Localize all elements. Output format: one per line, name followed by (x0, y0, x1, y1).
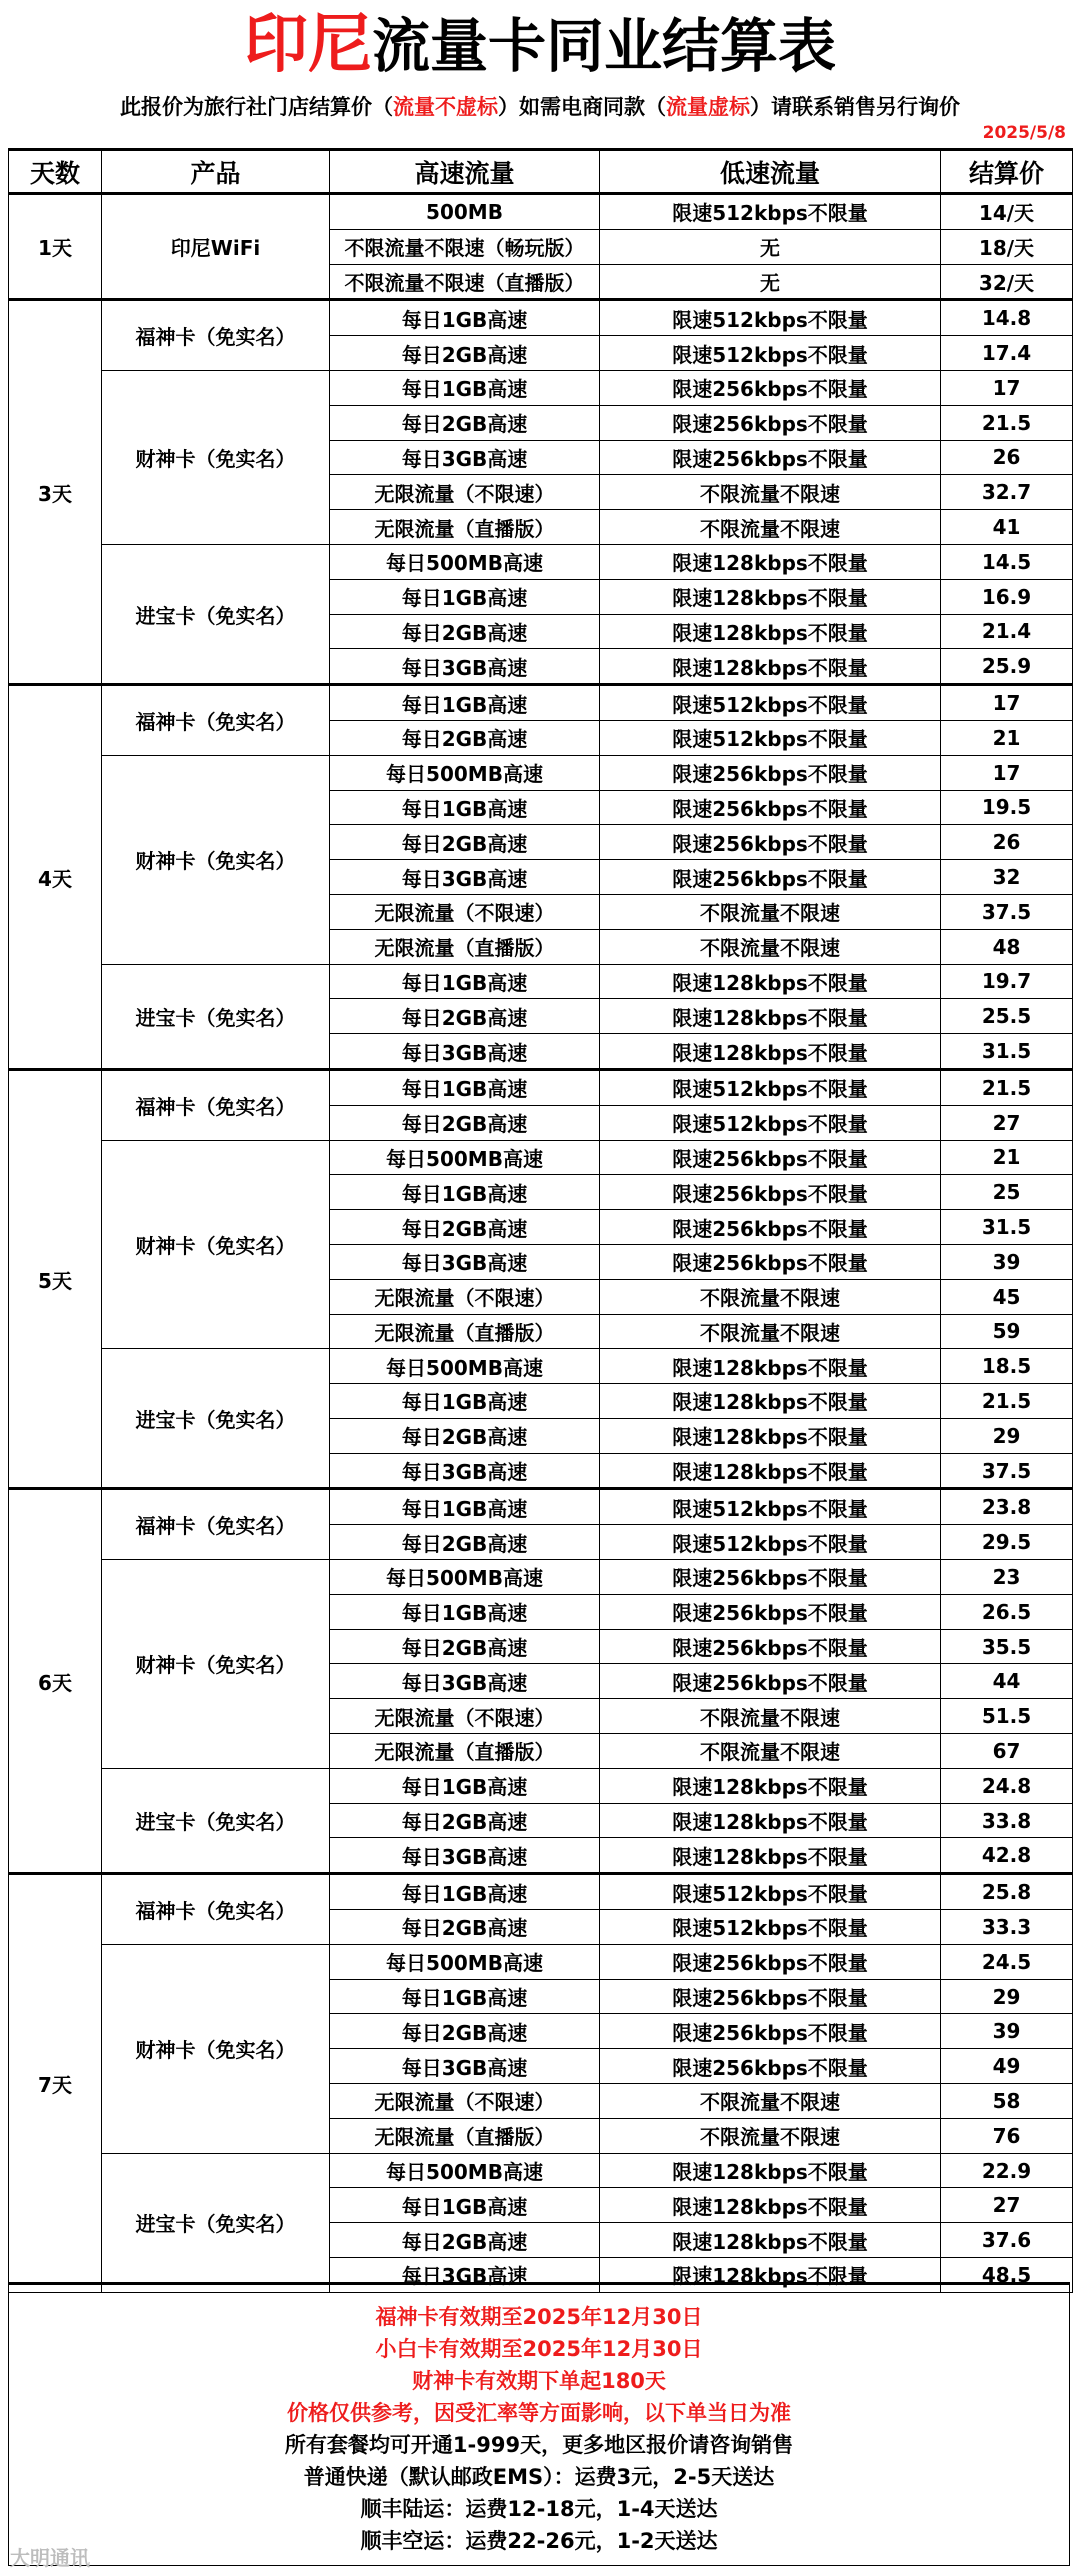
price-cell: 25.9 (941, 649, 1073, 685)
low-speed-cell: 不限流量不限速 (600, 2118, 941, 2153)
high-speed-cell: 每日2GB高速 (330, 825, 600, 860)
low-speed-cell: 限速128kbps不限量 (600, 2258, 941, 2293)
table-row (9, 1944, 1073, 1979)
low-speed-cell: 限速256kbps不限量 (600, 1979, 941, 2014)
high-speed-cell: 每日2GB高速 (330, 1418, 600, 1453)
low-speed-cell: 限速128kbps不限量 (600, 2153, 941, 2188)
low-speed-cell: 限速256kbps不限量 (600, 1175, 941, 1210)
price-cell: 21 (941, 720, 1073, 755)
high-speed-cell: 每日2GB高速 (330, 2223, 600, 2258)
low-speed-cell: 不限流量不限速 (600, 894, 941, 929)
high-speed-cell: 每日500MB高速 (330, 1349, 600, 1384)
high-speed-cell: 每日2GB高速 (330, 1910, 600, 1945)
price-cell: 26.5 (941, 1594, 1073, 1629)
low-speed-cell: 限速512kbps不限量 (600, 1910, 941, 1945)
price-cell: 48 (941, 929, 1073, 964)
price-cell: 14.8 (941, 300, 1073, 336)
product-cell: 印尼WiFi (102, 194, 330, 300)
high-speed-cell: 每日1GB高速 (330, 579, 600, 614)
high-speed-cell: 每日2GB高速 (330, 999, 600, 1034)
high-speed-cell: 每日3GB高速 (330, 2049, 600, 2084)
high-speed-cell: 每日1GB高速 (330, 2188, 600, 2223)
low-speed-cell: 限速256kbps不限量 (600, 1664, 941, 1699)
high-speed-cell: 无限流量（直播版） (330, 1314, 600, 1349)
price-cell: 42.8 (941, 1838, 1073, 1874)
product-cell: 进宝卡（免实名） (102, 1768, 330, 1873)
high-speed-cell: 无限流量（直播版） (330, 929, 600, 964)
high-speed-cell: 每日1GB高速 (330, 1069, 600, 1105)
price-cell: 31.5 (941, 1034, 1073, 1070)
price-cell: 25.8 (941, 1874, 1073, 1910)
high-speed-cell: 每日3GB高速 (330, 440, 600, 475)
subtitle-red2: 流量虚标 (666, 95, 750, 119)
price-cell: 23.8 (941, 1489, 1073, 1525)
low-speed-cell: 无 (600, 229, 941, 264)
price-cell: 49 (941, 2049, 1073, 2084)
high-speed-cell: 无限流量（不限速） (330, 1279, 600, 1314)
price-cell: 25.5 (941, 999, 1073, 1034)
table-row (9, 370, 1073, 405)
low-speed-cell: 限速128kbps不限量 (600, 544, 941, 579)
high-speed-cell: 无限流量（不限速） (330, 475, 600, 510)
table-row (9, 1874, 1073, 1910)
price-cell: 33.3 (941, 1910, 1073, 1945)
day-cell: 1天 (9, 194, 102, 300)
price-cell: 26 (941, 440, 1073, 475)
header-low-speed: 低速流量 (600, 150, 941, 194)
high-speed-cell: 无限流量（直播版） (330, 1734, 600, 1769)
subtitle-part3: ）请联系销售另行询价 (750, 95, 960, 119)
low-speed-cell: 不限流量不限速 (600, 1734, 941, 1769)
price-cell: 37.6 (941, 2223, 1073, 2258)
day-cell: 4天 (9, 685, 102, 1070)
high-speed-cell: 每日2GB高速 (330, 720, 600, 755)
table-row (9, 2153, 1073, 2188)
low-speed-cell: 无 (600, 264, 941, 300)
price-cell: 17 (941, 755, 1073, 790)
low-speed-cell: 限速512kbps不限量 (600, 685, 941, 721)
table-row (9, 1069, 1073, 1105)
price-cell: 29.5 (941, 1525, 1073, 1560)
price-cell: 24.5 (941, 1944, 1073, 1979)
product-cell: 福神卡（免实名） (102, 685, 330, 756)
low-speed-cell: 不限流量不限速 (600, 1279, 941, 1314)
product-cell: 财神卡（免实名） (102, 1944, 330, 2153)
price-cell: 29 (941, 1418, 1073, 1453)
high-speed-cell: 每日3GB高速 (330, 1453, 600, 1489)
product-cell: 进宝卡（免实名） (102, 2153, 330, 2292)
low-speed-cell: 不限流量不限速 (600, 1314, 941, 1349)
subtitle-red1: 流量不虚标 (393, 95, 498, 119)
low-speed-cell: 限速128kbps不限量 (600, 1453, 941, 1489)
low-speed-cell: 不限流量不限速 (600, 2084, 941, 2119)
high-speed-cell: 无限流量（直播版） (330, 2118, 600, 2153)
low-speed-cell: 不限流量不限速 (600, 475, 941, 510)
high-speed-cell: 每日500MB高速 (330, 1140, 600, 1175)
high-speed-cell: 不限流量不限速（直播版） (330, 264, 600, 300)
high-speed-cell: 每日500MB高速 (330, 544, 600, 579)
high-speed-cell: 每日1GB高速 (330, 1979, 600, 2014)
note-line: 财神卡有效期下单起180天 (412, 2369, 666, 2393)
note-line: 顺丰空运：运费22-26元，1-2天送达 (360, 2529, 718, 2553)
note-line: 所有套餐均可开通1-999天，更多地区报价请咨询销售 (284, 2433, 794, 2457)
low-speed-cell: 限速256kbps不限量 (600, 1210, 941, 1245)
price-cell: 45 (941, 1279, 1073, 1314)
low-speed-cell: 限速256kbps不限量 (600, 2014, 941, 2049)
low-speed-cell: 限速256kbps不限量 (600, 405, 941, 440)
table-row (9, 1768, 1073, 1803)
high-speed-cell: 500MB (330, 194, 600, 230)
low-speed-cell: 不限流量不限速 (600, 510, 941, 545)
low-speed-cell: 限速128kbps不限量 (600, 1418, 941, 1453)
low-speed-cell: 限速256kbps不限量 (600, 1629, 941, 1664)
low-speed-cell: 限速256kbps不限量 (600, 860, 941, 895)
note-line: 顺丰陆运：运费12-18元，1-4天送达 (360, 2497, 718, 2521)
price-cell: 31.5 (941, 1210, 1073, 1245)
high-speed-cell: 每日500MB高速 (330, 1944, 600, 1979)
high-speed-cell: 每日1GB高速 (330, 370, 600, 405)
price-cell: 19.7 (941, 964, 1073, 999)
high-speed-cell: 每日3GB高速 (330, 649, 600, 685)
table-row (9, 1560, 1073, 1595)
low-speed-cell: 限速512kbps不限量 (600, 300, 941, 336)
price-cell: 21.5 (941, 405, 1073, 440)
price-cell: 25 (941, 1175, 1073, 1210)
price-cell: 32/天 (941, 264, 1073, 300)
high-speed-cell: 无限流量（不限速） (330, 1699, 600, 1734)
day-cell: 7天 (9, 1874, 102, 2293)
subtitle (0, 92, 1080, 122)
price-cell: 22.9 (941, 2153, 1073, 2188)
price-cell: 18.5 (941, 1349, 1073, 1384)
low-speed-cell: 限速128kbps不限量 (600, 649, 941, 685)
product-cell: 财神卡（免实名） (102, 370, 330, 544)
low-speed-cell: 限速512kbps不限量 (600, 720, 941, 755)
price-cell: 29 (941, 1979, 1073, 2014)
price-cell: 21.4 (941, 614, 1073, 649)
high-speed-cell: 每日1GB高速 (330, 964, 600, 999)
high-speed-cell: 每日1GB高速 (330, 1768, 600, 1803)
high-speed-cell: 每日500MB高速 (330, 1560, 600, 1595)
price-cell: 17 (941, 370, 1073, 405)
product-cell: 进宝卡（免实名） (102, 544, 330, 684)
high-speed-cell: 每日3GB高速 (330, 1838, 600, 1874)
high-speed-cell: 无限流量（不限速） (330, 894, 600, 929)
high-speed-cell: 每日3GB高速 (330, 1244, 600, 1279)
high-speed-cell: 每日2GB高速 (330, 1525, 600, 1560)
day-cell: 6天 (9, 1489, 102, 1874)
price-cell: 14.5 (941, 544, 1073, 579)
high-speed-cell: 每日500MB高速 (330, 2153, 600, 2188)
high-speed-cell: 每日3GB高速 (330, 860, 600, 895)
high-speed-cell: 每日1GB高速 (330, 1175, 600, 1210)
price-cell: 67 (941, 1734, 1073, 1769)
low-speed-cell: 限速256kbps不限量 (600, 1944, 941, 1979)
low-speed-cell: 限速128kbps不限量 (600, 1803, 941, 1838)
price-cell: 17 (941, 685, 1073, 721)
price-cell: 32.7 (941, 475, 1073, 510)
high-speed-cell: 每日1GB高速 (330, 685, 600, 721)
product-cell: 福神卡（免实名） (102, 1874, 330, 1945)
price-cell: 51.5 (941, 1699, 1073, 1734)
price-cell: 21 (941, 1140, 1073, 1175)
high-speed-cell: 每日3GB高速 (330, 1664, 600, 1699)
price-cell: 23 (941, 1560, 1073, 1595)
high-speed-cell: 每日2GB高速 (330, 1629, 600, 1664)
price-cell: 59 (941, 1314, 1073, 1349)
low-speed-cell: 限速512kbps不限量 (600, 1069, 941, 1105)
high-speed-cell: 每日2GB高速 (330, 614, 600, 649)
price-cell: 37.5 (941, 894, 1073, 929)
low-speed-cell: 限速512kbps不限量 (600, 1105, 941, 1140)
price-cell: 76 (941, 2118, 1073, 2153)
low-speed-cell: 限速128kbps不限量 (600, 1384, 941, 1419)
table-row (9, 755, 1073, 790)
note-line: 福神卡有效期至2025年12月30日 (375, 2305, 703, 2329)
header-high-speed: 高速流量 (330, 150, 600, 194)
high-speed-cell: 无限流量（不限速） (330, 2084, 600, 2119)
low-speed-cell: 限速256kbps不限量 (600, 1244, 941, 1279)
date-label: 2025/5/8 (982, 123, 1066, 143)
low-speed-cell: 限速128kbps不限量 (600, 579, 941, 614)
low-speed-cell: 限速128kbps不限量 (600, 964, 941, 999)
low-speed-cell: 限速256kbps不限量 (600, 825, 941, 860)
low-speed-cell: 限速128kbps不限量 (600, 614, 941, 649)
high-speed-cell: 每日500MB高速 (330, 755, 600, 790)
high-speed-cell: 每日2GB高速 (330, 1105, 600, 1140)
product-cell: 进宝卡（免实名） (102, 1349, 330, 1489)
table-row (9, 544, 1073, 579)
table-row (9, 1349, 1073, 1384)
low-speed-cell: 限速256kbps不限量 (600, 1594, 941, 1629)
low-speed-cell: 限速256kbps不限量 (600, 440, 941, 475)
low-speed-cell: 限速256kbps不限量 (600, 790, 941, 825)
price-cell: 35.5 (941, 1629, 1073, 1664)
low-speed-cell: 限速128kbps不限量 (600, 1349, 941, 1384)
low-speed-cell: 不限流量不限速 (600, 929, 941, 964)
note-line: 普通快递（默认邮政EMS）：运费3元，2-5天送达 (303, 2465, 775, 2489)
price-cell: 14/天 (941, 194, 1073, 230)
product-cell: 财神卡（免实名） (102, 1560, 330, 1769)
low-speed-cell: 限速256kbps不限量 (600, 370, 941, 405)
high-speed-cell: 每日1GB高速 (330, 300, 600, 336)
price-cell: 27 (941, 1105, 1073, 1140)
price-cell: 21.5 (941, 1069, 1073, 1105)
notes-box (8, 2282, 1070, 2566)
note-line: 价格仅供参考，因受汇率等方面影响，以下单当日为准 (287, 2401, 791, 2425)
product-cell: 财神卡（免实名） (102, 755, 330, 964)
low-speed-cell: 限速256kbps不限量 (600, 1140, 941, 1175)
price-cell: 33.8 (941, 1803, 1073, 1838)
price-cell: 26 (941, 825, 1073, 860)
price-cell: 58 (941, 2084, 1073, 2119)
high-speed-cell: 每日1GB高速 (330, 1489, 600, 1525)
low-speed-cell: 限速128kbps不限量 (600, 1034, 941, 1070)
page-title (0, 6, 1080, 85)
high-speed-cell: 每日2GB高速 (330, 336, 600, 371)
table-row (9, 1140, 1073, 1175)
price-cell: 39 (941, 2014, 1073, 2049)
note-line: 小白卡有效期至2025年12月30日 (375, 2337, 703, 2361)
low-speed-cell: 限速512kbps不限量 (600, 1525, 941, 1560)
low-speed-cell: 限速128kbps不限量 (600, 999, 941, 1034)
price-cell: 24.8 (941, 1768, 1073, 1803)
low-speed-cell: 限速512kbps不限量 (600, 336, 941, 371)
low-speed-cell: 限速512kbps不限量 (600, 1489, 941, 1525)
low-speed-cell: 限速256kbps不限量 (600, 755, 941, 790)
price-cell: 39 (941, 1244, 1073, 1279)
table-row (9, 685, 1073, 721)
high-speed-cell: 每日2GB高速 (330, 2014, 600, 2049)
table-row (9, 300, 1073, 336)
header-product: 产品 (102, 150, 330, 194)
price-cell: 44 (941, 1664, 1073, 1699)
price-cell: 27 (941, 2188, 1073, 2223)
high-speed-cell: 每日3GB高速 (330, 2258, 600, 2293)
high-speed-cell: 每日1GB高速 (330, 790, 600, 825)
low-speed-cell: 限速128kbps不限量 (600, 2188, 941, 2223)
high-speed-cell: 每日3GB高速 (330, 1034, 600, 1070)
price-cell: 17.4 (941, 336, 1073, 371)
table-body (9, 194, 1073, 2293)
low-speed-cell: 限速128kbps不限量 (600, 1768, 941, 1803)
high-speed-cell: 每日2GB高速 (330, 405, 600, 440)
low-speed-cell: 限速256kbps不限量 (600, 2049, 941, 2084)
title-red: 印尼 (243, 8, 372, 82)
price-cell: 16.9 (941, 579, 1073, 614)
product-cell: 福神卡（免实名） (102, 300, 330, 371)
day-cell: 3天 (9, 300, 102, 685)
price-cell: 41 (941, 510, 1073, 545)
low-speed-cell: 限速512kbps不限量 (600, 1874, 941, 1910)
price-cell: 19.5 (941, 790, 1073, 825)
product-cell: 财神卡（免实名） (102, 1140, 330, 1349)
table-row (9, 964, 1073, 999)
table-row (9, 194, 1073, 230)
high-speed-cell: 每日1GB高速 (330, 1384, 600, 1419)
price-table (8, 148, 1073, 2293)
low-speed-cell: 限速512kbps不限量 (600, 194, 941, 230)
subtitle-part1: 此报价为旅行社门店结算价（ (120, 95, 393, 119)
subtitle-part2: ）如需电商同款（ (498, 95, 666, 119)
product-cell: 福神卡（免实名） (102, 1069, 330, 1140)
price-cell: 21.5 (941, 1384, 1073, 1419)
table-row (9, 1489, 1073, 1525)
low-speed-cell: 限速128kbps不限量 (600, 2223, 941, 2258)
product-cell: 进宝卡（免实名） (102, 964, 330, 1069)
title-rest: 流量卡同业结算表 (371, 12, 836, 80)
high-speed-cell: 每日1GB高速 (330, 1594, 600, 1629)
low-speed-cell: 限速128kbps不限量 (600, 1838, 941, 1874)
header-days: 天数 (9, 150, 102, 194)
high-speed-cell: 每日1GB高速 (330, 1874, 600, 1910)
price-cell: 18/天 (941, 229, 1073, 264)
high-speed-cell: 每日2GB高速 (330, 1210, 600, 1245)
high-speed-cell: 无限流量（直播版） (330, 510, 600, 545)
price-cell: 32 (941, 860, 1073, 895)
price-cell: 37.5 (941, 1453, 1073, 1489)
price-cell: 48.5 (941, 2258, 1073, 2293)
product-cell: 福神卡（免实名） (102, 1489, 330, 1560)
header-price: 结算价 (941, 150, 1073, 194)
watermark: 大明通讯 (10, 2546, 90, 2570)
table-header-row (9, 150, 1073, 194)
day-cell: 5天 (9, 1069, 102, 1489)
low-speed-cell: 不限流量不限速 (600, 1699, 941, 1734)
high-speed-cell: 不限流量不限速（畅玩版） (330, 229, 600, 264)
high-speed-cell: 每日2GB高速 (330, 1803, 600, 1838)
low-speed-cell: 限速256kbps不限量 (600, 1560, 941, 1595)
